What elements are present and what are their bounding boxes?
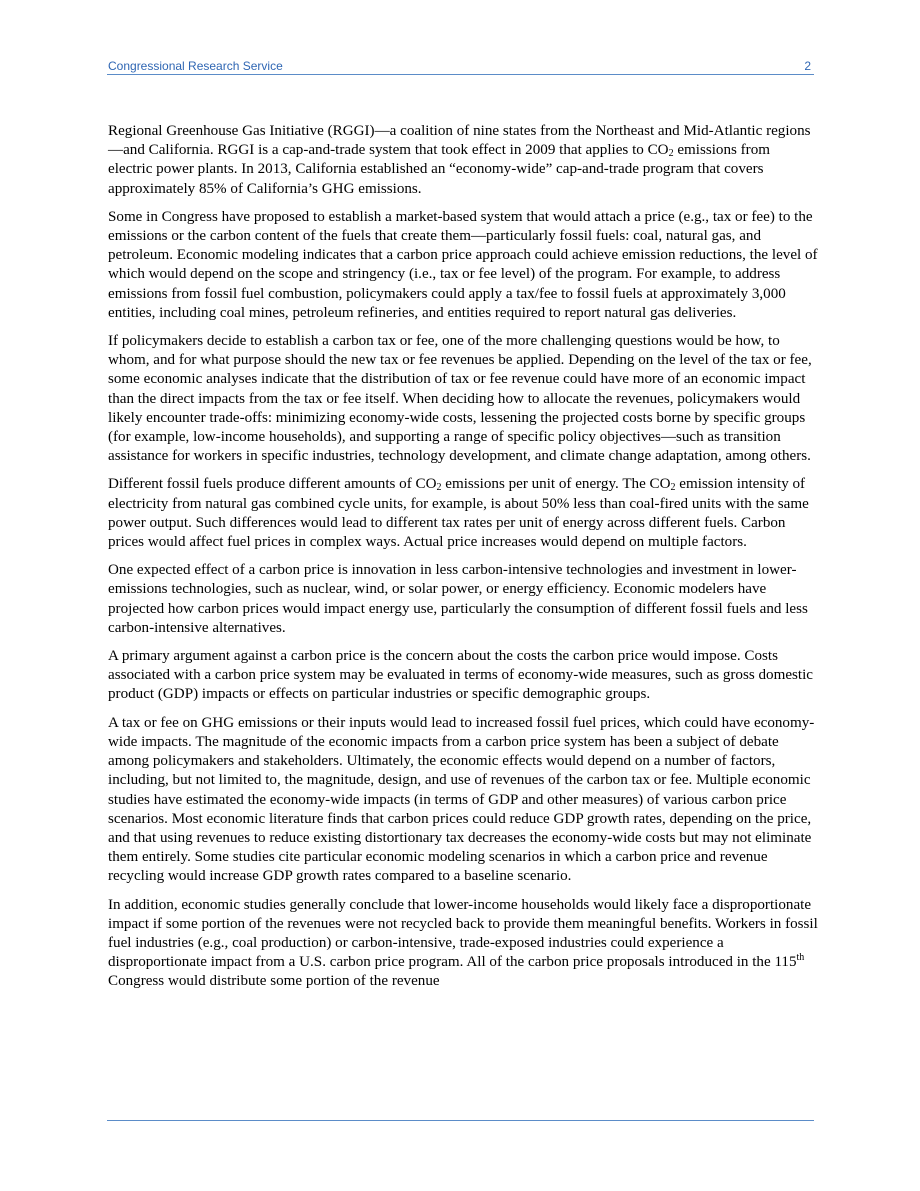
page-number: 2 (804, 59, 811, 73)
paragraph-revenue-allocation: If policymakers decide to establish a carbon tax or fee, one of the more challenging questions would be how, to whom, and for what purpose should the new tax or fee revenues be applied. Depending on the level of the tax or fee, some economic analyses indicate that the distribution of tax or fee revenue could have more of an economic impact than the direct impacts from the tax or fee itself. When deciding how to allocate the revenues, policymakers would likely encounter trade-offs: minimizing economy-wide costs, lessening the projected costs borne by specific groups (for example, low-income households), and supporting a range of specific policy objectives—such as transition assistance for workers in specific industries, technology development, and climate change adaptation, among others. (108, 333, 812, 465)
paragraph-text: Different fossil fuels produce different amounts of CO (108, 476, 437, 493)
paragraph-economic-impacts: A tax or fee on GHG emissions or their inputs would lead to increased fossil fuel prices, which could have economy-wide impacts. The magnitude of the economic impacts from a carbon price system has been a subject of debate among policymakers and stakeholders. Ultimately, the economic effects would depend on a number of factors, including, but not limited to, the magnitude, design, and use of revenues of the carbon tax or fee. Multiple economic studies have estimated the economy-wide impacts (in terms of GDP and other measures) of various carbon price scenarios. Most economic literature finds that carbon prices could reduce GDP growth rates, depending on the price, and that using revenues to reduce existing distortionary tax decreases the economy-wide costs but may not eliminate them entirely. Some studies cite particular economic modeling scenarios in which a carbon price and revenue recycling would increase GDP growth rates compared to a baseline scenario. (108, 714, 815, 885)
paragraph-innovation: One expected effect of a carbon price is innovation in less carbon-intensive technologies and investment in lower-emissions technologies, such as nuclear, wind, or solar power, or energy efficiency. Economic modelers have projected how carbon prices would impact energy use, particularly the consumption of different fossil fuels and less carbon-intensive alternatives. (108, 562, 808, 636)
paragraph-text: emissions from electric power plants. In 2013, California established an “economy-wide” cap-and-trade program that covers approximately 85% of California’s GHG emissions. (108, 142, 770, 197)
paragraph-text: Congress would distribute some portion of the revenue (108, 973, 440, 990)
paragraph-household-impacts (108, 896, 818, 992)
subscript: 2 (436, 482, 442, 494)
paragraph-text: emission intensity of electricity from natural gas combined cycle units, for example, is about 50% less than coal-fired units with the same power output. Such differences would lead to different tax rates per unit of energy across different fuels. Carbon prices would affect fuel prices in complex ways. Actual price increases would depend on multiple factors. (108, 476, 809, 551)
footer-divider (107, 1120, 814, 1121)
document-body (108, 122, 818, 1001)
page-header (107, 58, 814, 75)
organization-name: Congressional Research Service (108, 59, 283, 73)
paragraph-text: In addition, economic studies generally conclude that lower-income households would likely face a disproportionate impact if some portion of the revenues were not recycled back to provide them meaningful benefits. Workers in fossil fuel industries (e.g., coal production) or carbon-intensive, trade-exposed industries could experience a disproportionate impact from a U.S. carbon price program. All of the carbon price proposals introduced in the 115 (108, 896, 818, 971)
paragraph-text: Regional Greenhouse Gas Initiative (RGGI)—a coalition of nine states from the Northeast and Mid-Atlantic regions—and California. RGGI is a cap-and-trade system that took effect in 2009 that applies to CO (108, 123, 811, 159)
paragraph-rggi (108, 122, 818, 199)
paragraph-fuel-emissions (108, 475, 818, 552)
paragraph-costs-argument: A primary argument against a carbon price is the concern about the costs the carbon price would impose. Costs associated with a carbon price system may be evaluated in terms of economy-wide measures, such as gross domestic product (GDP) impacts or effects on particular industries or specific demographic groups. (108, 648, 813, 703)
paragraph-market-based-system: Some in Congress have proposed to establish a market-based system that would attach a price (e.g., tax or fee) to the emissions or the carbon content of the fuels that create them—particularly fossil fuels: coal, natural gas, and petroleum. Economic modeling indicates that a carbon price approach could achieve emission reductions, the level of which would depend on the scope and stringency (i.e., tax or fee level) of the program. For example, to address emissions from fossil fuel combustion, policymakers could apply a tax/fee to fossil fuels at approximately 3,000 entities, including coal mines, petroleum refineries, and entities required to report natural gas deliveries. (108, 208, 818, 321)
subscript: 2 (668, 148, 674, 160)
paragraph-text: emissions per unit of energy. The CO (441, 476, 671, 493)
subscript: 2 (670, 482, 676, 494)
superscript: th (796, 952, 805, 964)
